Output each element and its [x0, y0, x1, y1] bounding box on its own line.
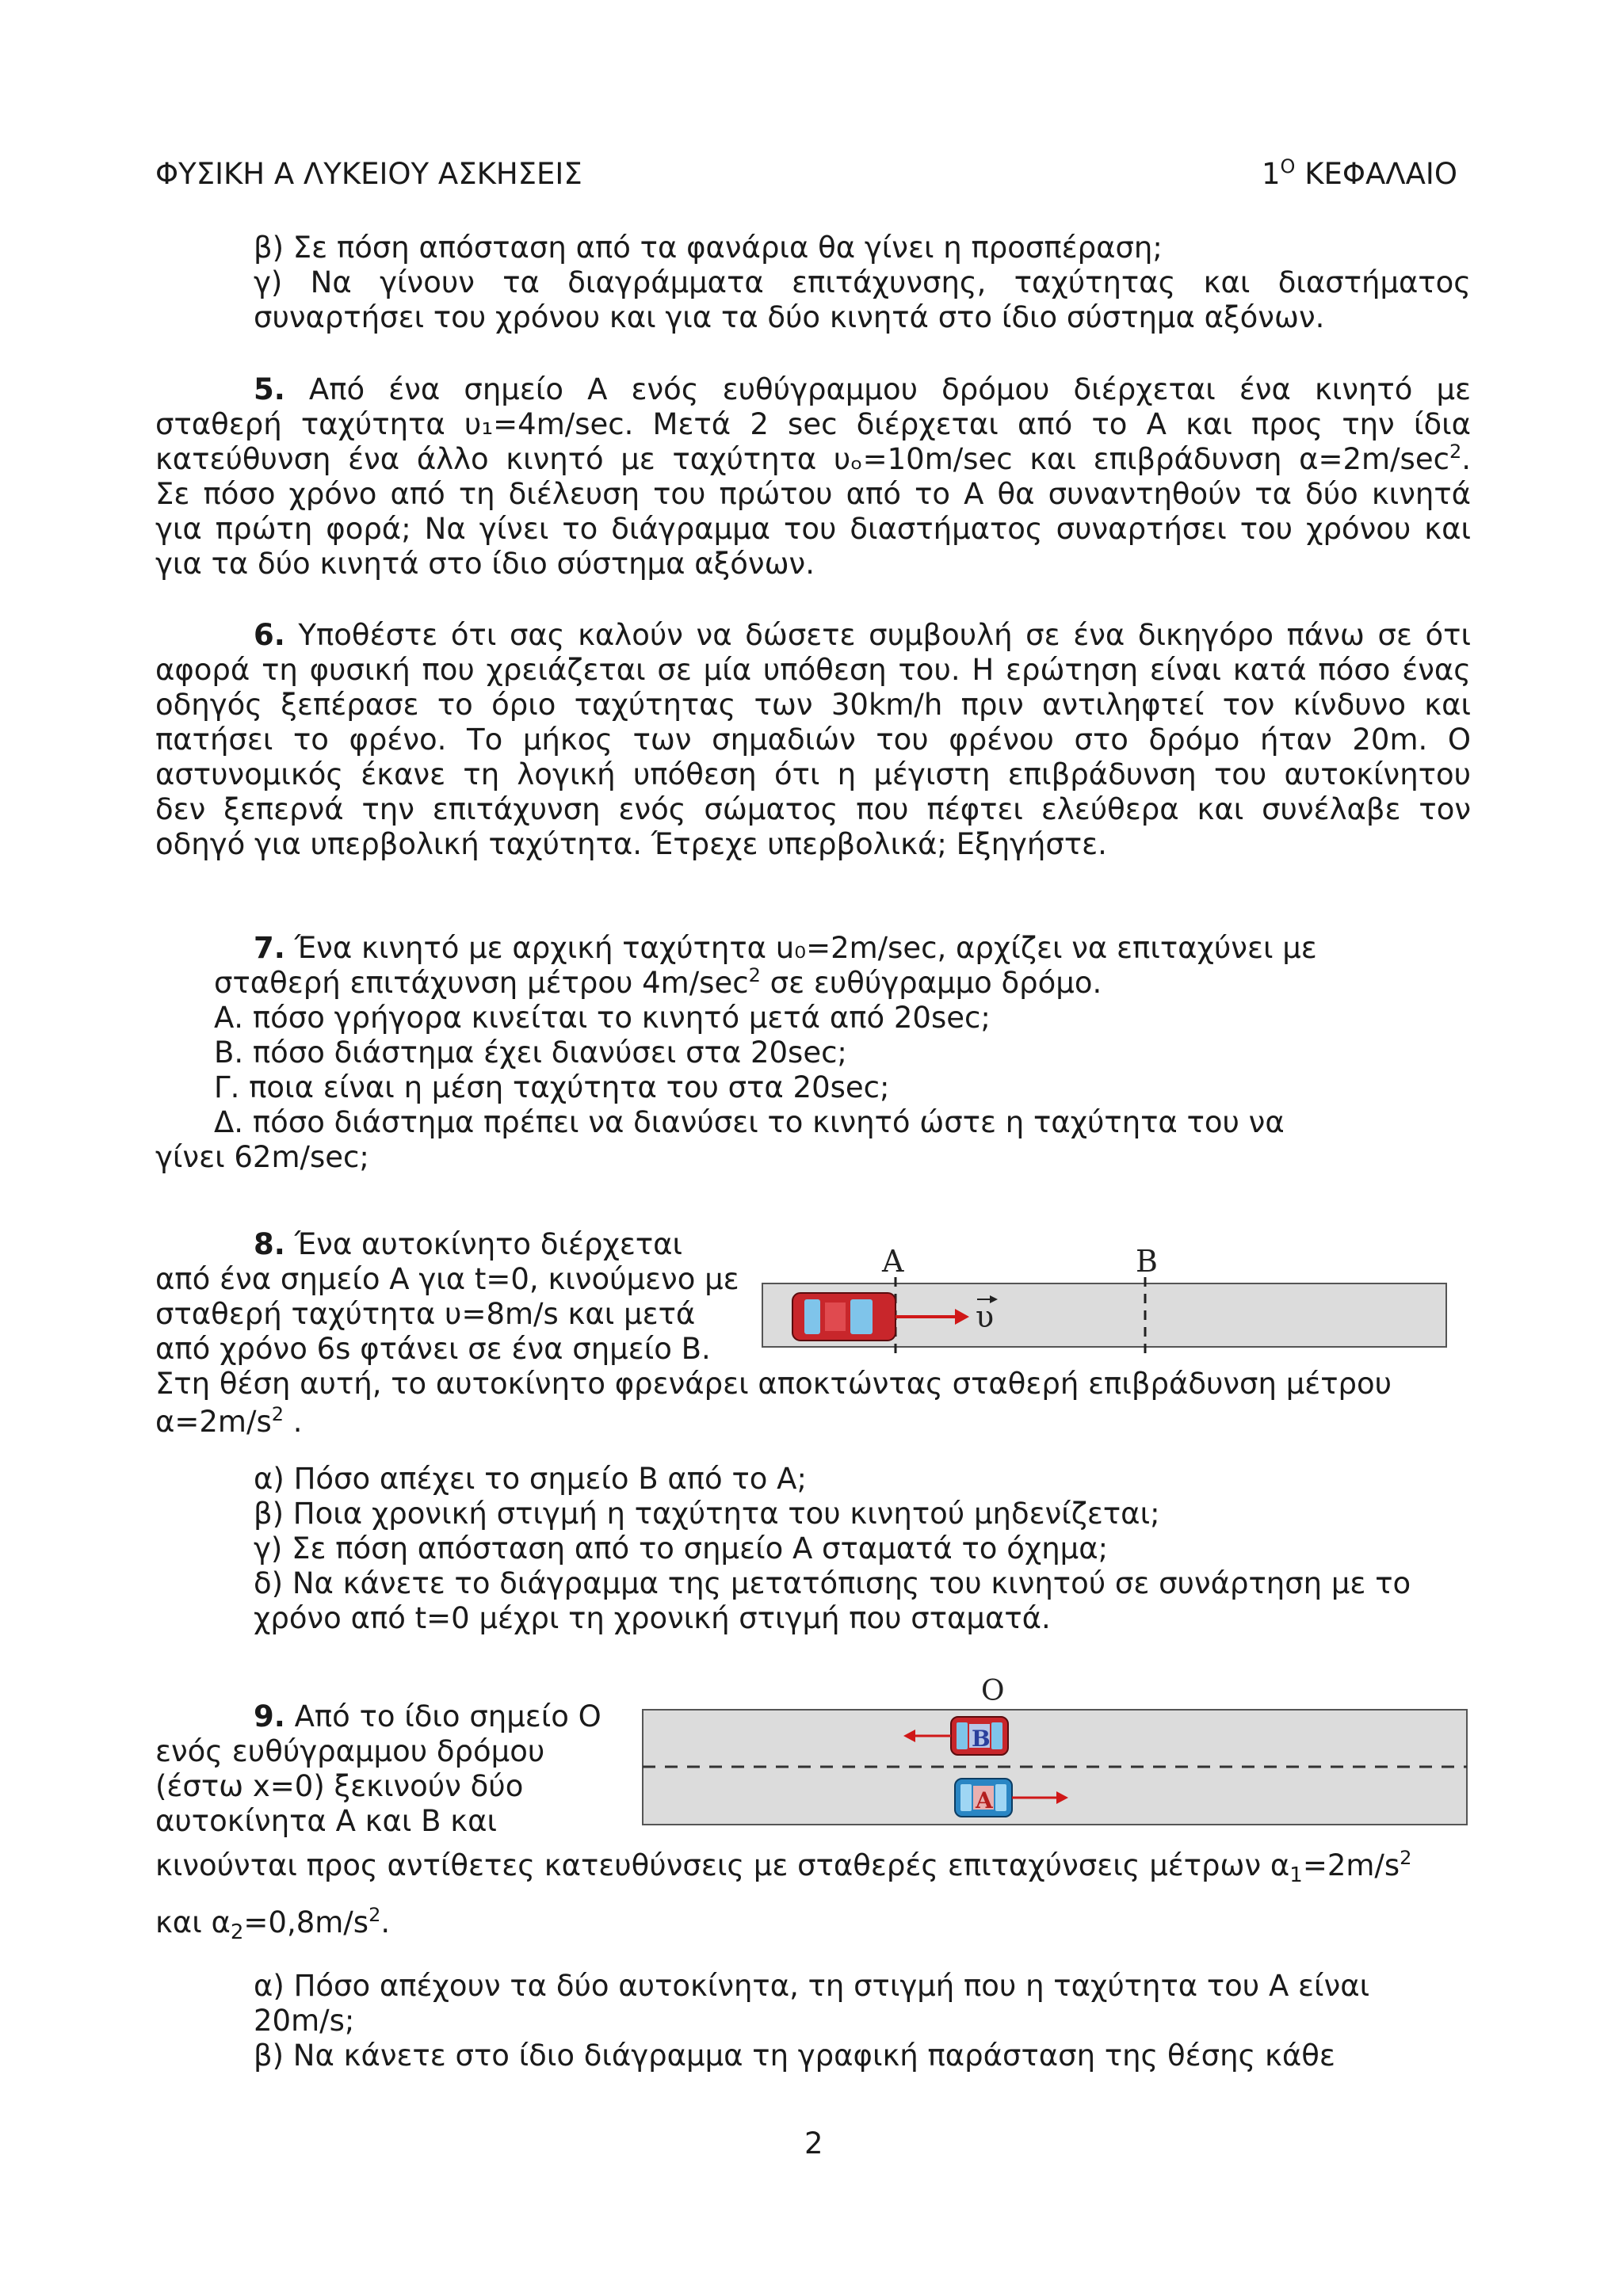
cont-question-g-line1: γ) Να γίνουν τα διαγράμματα επιτάχυνσης, ταχύτητας και διαστήματος [254, 265, 1471, 299]
ex8-point-b-label: B [1136, 1244, 1158, 1279]
ex6-line2: αφορά τη φυσική που χρειάζεται σε μία υπόθεση του. Η ερώτηση είναι κατά πόσο ένας [155, 653, 1471, 687]
ex7-question-a: Α. πόσο γρήγορα κινείται το κινητό μετά από 20sec; [214, 1001, 991, 1035]
ex9-line3: (έστω x=0) ξεκινούν δύο [155, 1769, 524, 1803]
ex8-number: 8. [254, 1227, 285, 1261]
ex6-line3: οδηγός ξεπέρασε το όριο ταχύτητας των 30km/h πριν αντιληφτεί τον κίνδυνο και [155, 688, 1471, 722]
ex7-line1: 7. Ένα κινητό με αρχική ταχύτητα u₀=2m/sec, αρχίζει να επιταχύνει με [254, 931, 1317, 965]
header-chapter: $1^O$ ΚΕΦΑΛΑΙΟ [1262, 155, 1457, 191]
ex5-line3: κατεύθυνση ένα άλλο κινητό με ταχύτητα υₒ=10m/sec και επιβράδυνση $\alpha=2m/\sec^2$. [155, 441, 1471, 476]
ex8-line2: από ένα σημείο Α για t=0, κινούμενο με [155, 1262, 739, 1296]
ex8-line3: σταθερή ταχύτητα υ=8m/s και μετά [155, 1297, 696, 1331]
ex9-line1: 9. Από το ίδιο σημείο Ο [254, 1699, 601, 1733]
ex9-line6: και $\alpha_2=0,8m/s^2$. [155, 1904, 391, 1944]
ex9-question-a-line1: α) Πόσο απέχουν τα δύο αυτοκίνητα, τη στιγμή που η ταχύτητα του Α είναι [254, 1969, 1370, 2003]
ex5-line5: για πρώτη φορά; Να γίνει το διάγραμμα του διαστήματος συναρτήσει του χρόνου και [155, 512, 1471, 546]
ex8-line1: 8. Ένα αυτοκίνητο διέρχεται [254, 1227, 683, 1261]
ex8-question-d-line1: δ) Να κάνετε το διάγραμμα της μετατόπισης του κινητού σε συνάρτηση με το [254, 1566, 1411, 1600]
ex8-velocity-label: υ [976, 1299, 995, 1334]
ex8-point-a-label: A [882, 1244, 904, 1279]
ex8-line5: Στη θέση αυτή, το αυτοκίνητο φρενάρει αποκτώντας σταθερή επιβράδυνση μέτρου [155, 1367, 1392, 1401]
ex9-question-a-line2: 20m/s; [254, 2004, 355, 2038]
cont-question-b: β) Σε πόση απόσταση από τα φανάρια θα γίνει η προσπέραση; [254, 231, 1163, 265]
ex8-question-b: β) Ποια χρονική στιγμή η ταχύτητα του κινητού μηδενίζεται; [254, 1497, 1160, 1531]
ex5-line2: σταθερή ταχύτητα υ₁=4m/sec. Μετά 2 sec διέρχεται από το Α και προς την ίδια [155, 407, 1471, 441]
ex7-question-d-line2: γίνει 62m/sec; [155, 1140, 369, 1174]
header-title: ΦΥΣΙΚΗ Α ΛΥΚΕΙΟΥ ΑΣΚΗΣΕΙΣ [155, 157, 582, 191]
ex7-question-c: Γ. ποια είναι η μέση ταχύτητα του στα 20sec; [214, 1070, 890, 1104]
ex9-line2: ενός ευθύγραμμου δρόμου [155, 1734, 545, 1768]
ex8-question-g: γ) Σε πόση απόσταση από το σημείο Α σταματά το όχημα; [254, 1531, 1109, 1566]
ex9-car-b-label: B [972, 1726, 991, 1752]
ex8-line6: $\alpha=2m/s^2$ . [155, 1403, 303, 1439]
ex8-car [792, 1293, 896, 1341]
ex9-origin-label: O [981, 1675, 1005, 1707]
ex6-number: 6. [254, 618, 285, 652]
ex6-line6: δεν ξεπερνά την επιτάχυνση ενός σώματος που πέφτει ελεύθερα και συνέλαβε τον [155, 792, 1471, 826]
ex8-question-d-line2: χρόνο από t=0 μέχρι τη χρονική στιγμή που σταματά. [254, 1601, 1051, 1635]
ex6-line4: πατήσει το φρένο. Το μήκος των σημαδιών του φρένου στο δρόμο ήταν 20m. Ο [155, 723, 1471, 757]
ex7-line2: σταθερή επιτάχυνση μέτρου $4m/\sec^2$ σε ευθύγραμμο δρόμο. [214, 964, 1102, 1000]
ex7-question-d-line1: Δ. πόσο διάστημα πρέπει να διανύσει το κινητό ώστε η ταχύτητα του να [214, 1105, 1285, 1139]
ex8-question-a: α) Πόσο απέχει το σημείο Β από το Α; [254, 1462, 807, 1496]
ex8-road-figure [757, 1236, 1454, 1363]
ex9-car-a [955, 1779, 1012, 1817]
ex5-line4: Σε πόσο χρόνο από τη διέλευση του πρώτου από το Α θα συναντηθούν τα δύο κινητά [155, 477, 1471, 511]
ex9-car-a-label: A [976, 1787, 993, 1814]
ex9-car-b [951, 1717, 1008, 1755]
ex6-line1: 6. Υποθέστε ότι σας καλούν να δώσετε συμβουλή σε ένα δικηγόρο πάνω σε ότι [254, 618, 1471, 652]
ex5-line6: για τα δύο κινητά στο ίδιο σύστημα αξόνων. [155, 547, 815, 581]
ex6-line5: αστυνομικός έκανε τη λογική υπόθεση ότι η μέγιστη επιβράδυνση του αυτοκίνητου [155, 757, 1471, 791]
ex8-line4: από χρόνο 6s φτάνει σε ένα σημείο Β. [155, 1332, 711, 1366]
ex9-road-figure [638, 1670, 1470, 1829]
ex7-number: 7. [254, 931, 285, 965]
ex9-line4: αυτοκίνητα Α και Β και [155, 1804, 497, 1838]
ex9-number: 9. [254, 1699, 285, 1733]
page-number: 2 [804, 2126, 823, 2161]
ex9-line5: κινούνται προς αντίθετες κατευθύνσεις με σταθερές επιταχύνσεις μέτρων $\alpha_1=2m/s^2$ [155, 1847, 1412, 1887]
ex7-question-b: Β. πόσο διάστημα έχει διανύσει στα 20sec; [214, 1035, 847, 1070]
cont-question-g-line2: συναρτήσει του χρόνου και για τα δύο κινητά στο ίδιο σύστημα αξόνων. [254, 300, 1325, 334]
ex5-number: 5. [254, 372, 285, 406]
ex5-line1: 5. Από ένα σημείο Α ενός ευθύγραμμου δρόμου διέρχεται ένα κινητό με [254, 372, 1471, 406]
ex6-line7: οδηγό για υπερβολική ταχύτητα. Έτρεχε υπερβολικά; Εξηγήστε. [155, 827, 1107, 861]
ex9-question-b: β) Να κάνετε στο ίδιο διάγραμμα τη γραφική παράσταση της θέσης κάθε [254, 2039, 1335, 2073]
